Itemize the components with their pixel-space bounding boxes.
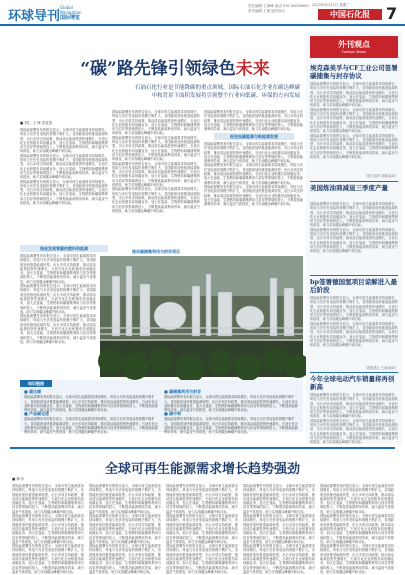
bottom-author: ■ 梅 东: [12, 477, 25, 481]
bottom-column-5: 国际能源署发布的报告显示，全球可再生能源需求持续增长，风电与光伏发电装机规模不断扩大，各国政府加快推进能源转型，出台多项支持政策，推动清洁能源投资快速增长，石油石化企业积极布局低碳业务，加大在氢能、生物燃料和碳捕集利用与封存等领域的投入，不断提高能源利用效率，减少温室气体排放，助力实现碳达峰碳中和目标。 国际能源署发布的报告显示，全球可再生能源需求持续增长，风电与光伏发电装机规模不断扩大，各国政府加快推进能源转型，出台多项支持政策，推动清洁能源投资快速增长，石油石化企业积极布局低碳业务，加大在氢能、生物燃料和碳捕集利用与封存等领域的投入，不断提高能源利用效率，减少温室气体排放，助力实现碳达峰碳中和目标。 国际能源署发布的报告显示，全球可再生能源需求持续增长，风电与光伏发电装机规模不断扩大，各国政府加快推进能源转型，出台多项支持政策，推动清洁能源投资快速增长，石油石化企业积极布局低碳业务，加大在氢能、生物燃料和碳捕集利用与封存等领域的投入，不断提高能源利用效率，减少温室气体排放，助力实现碳达峰碳中和目标。: [320, 484, 394, 574]
knowledge-box: [20, 380, 303, 435]
sidebar-subtitle: Foreign Views: [341, 50, 367, 54]
masthead: [0, 0, 405, 26]
sidebar-story-3-text: 国际能源署发布的报告显示，全球可再生能源需求持续增长，风电与光伏发电装机规模不断扩大，各国政府加快推进能源转型，出台多项支持政策，推动清洁能源投资快速增长，石油石化企业积极布局低碳业务，加大在氢能、生物燃料和碳捕集利用与封存等领域的投入，不断提高能源利用效率，减少温室气体排放，助力实现碳达峰碳中和目标。 国际能源署发布的报告显示，全球可再生能源需求持续增长，风电与光伏发电装机规模不断扩大，各国政府加快推进能源转型，出台多项支持政策，推动清洁能源投资快速增长，石油石化企业积极布局低碳业务，加大在氢能、生物燃料和碳捕集利用与封存等领域的投入，不断提高能源利用效率，减少温室气体排放，助力实现碳达峰碳中和目标。: [310, 296, 398, 348]
sidebar-story-4-title: 今年全球电动汽车销量将再创新高: [310, 375, 395, 391]
article-column-3: 国际能源署发布的报告显示，全球可再生能源需求持续增长，风电与光伏发电装机规模不断扩大，各国政府加快推进能源转型，出台多项支持政策，推动清洁能源投资快速增长，石油石化企业积极布局低碳业务，加大在氢能、生物燃料和碳捕集利用与封存等领域的投入，不断提高能源利用效率，减少温室气体排放，助力实现碳达峰碳中和目标。: [204, 110, 303, 132]
article-column-2: 国际能源署发布的报告显示，全球可再生能源需求持续增长，风电与光伏发电装机规模不断扩大，各国政府加快推进能源转型，出台多项支持政策，推动清洁能源投资快速增长，石油石化企业积极布局低碳业务，加大在氢能、生物燃料和碳捕集利用与封存等领域的投入，不断提高能源利用效率，减少温室气体排放，助力实现碳达峰碳中和目标。 国际能源署发布的报告显示，全球可再生能源需求持续增长，风电与光伏发电装机规模不断扩大，各国政府加快推进能源转型，出台多项支持政策，推动清洁能源投资快速增长，石油石化企业积极布局低碳业务，加大在氢能、生物燃料和碳捕集利用与封存等领域的投入，不断提高能源利用效率，减少温室气体排放，助力实现碳达峰碳中和目标。 国际能源署发布的报告显示，全球可再生能源需求持续增长，风电与光伏发电装机规模不断扩大，各国政府加快推进能源转型，出台多项支持政策，推动清洁能源投资快速增长，石油石化企业积极布局低碳业务，加大在氢能、生物燃料和碳捕集利用与封存等领域的投入，不断提高能源利用效率，减少温室气体排放，助力实现碳达峰碳中和目标。 国际能源署发布的报告显示，全球可再生能源需求持续增长，风电与光伏发电装机规模不断扩大，各国政府加快推进能源转型，出台多项支持政策，推动清洁能源投资快速增长，石油石化企业积极布局低碳业务，加大在氢能、生物燃料和碳捕集利用与封存等领域的投入，不断提高能源利用效率，减少温室气体排放，助力实现碳达峰碳中和目标。: [112, 110, 200, 213]
sidebar-divider: [310, 372, 398, 373]
headline-highlight: 未来: [235, 59, 270, 79]
section-name: 国际博览: [60, 15, 81, 21]
refinery-image: [100, 256, 303, 377]
section-logo: 环球导刊: [8, 9, 61, 24]
sidebar-story-3-title: bp签署德国氢项目谅解进入最后阶段: [310, 278, 398, 294]
sidebar-story-1-text: 国际能源署发布的报告显示，全球可再生能源需求持续增长，风电与光伏发电装机规模不断扩大，各国政府加快推进能源转型，出台多项支持政策，推动清洁能源投资快速增长，石油石化企业积极布局低碳业务，加大在氢能、生物燃料和碳捕集利用与封存等领域的投入，不断提高能源利用效率，减少温室气体排放，助力实现碳达峰碳中和目标。 国际能源署发布的报告显示，全球可再生能源需求持续增长，风电与光伏发电装机规模不断扩大，各国政府加快推进能源转型，出台多项支持政策，推动清洁能源投资快速增长，石油石化企业积极布局低碳业务，加大在氢能、生物燃料和碳捕集利用与封存等领域的投入，不断提高能源利用效率，减少温室气体排放，助力实现碳达峰碳中和目标。 国际能源署发布的报告显示，全球可再生能源需求持续增长，风电与光伏发电装机规模不断扩大，各国政府加快推进能源转型，出台多项支持政策，推动清洁能源投资快速增长，石油石化企业积极布局低碳业务，加大在氢能、生物燃料和碳捕集利用与封存等领域的投入，不断提高能源利用效率，减少温室气体排放，助力实现碳达峰碳中和目标。: [310, 82, 398, 160]
foreign-views-sidebar: [306, 32, 402, 444]
bottom-column-4: 国际能源署发布的报告显示，全球可再生能源需求持续增长，风电与光伏发电装机规模不断扩大，各国政府加快推进能源转型，出台多项支持政策，推动清洁能源投资快速增长，石油石化企业积极布局低碳业务，加大在氢能、生物燃料和碳捕集利用与封存等领域的投入，不断提高能源利用效率，减少温室气体排放，助力实现碳达峰碳中和目标。 国际能源署发布的报告显示，全球可再生能源需求持续增长，风电与光伏发电装机规模不断扩大，各国政府加快推进能源转型，出台多项支持政策，推动清洁能源投资快速增长，石油石化企业积极布局低碳业务，加大在氢能、生物燃料和碳捕集利用与封存等领域的投入，不断提高能源利用效率，减少温室气体排放，助力实现碳达峰碳中和目标。 国际能源署发布的报告显示，全球可再生能源需求持续增长，风电与光伏发电装机规模不断扩大，各国政府加快推进能源转型，出台多项支持政策，推动清洁能源投资快速增长，石油石化企业积极布局低碳业务，加大在氢能、生物燃料和碳捕集利用与封存等领域的投入，不断提高能源利用效率，减少温室气体排放，助力实现碳达峰碳中和目标。: [243, 484, 315, 574]
sidebar-story-1-title: 埃克森美孚与CF工业公司签署碳捕集与封存协议: [310, 64, 398, 80]
bottom-column-1: 国际能源署发布的报告显示，全球可再生能源需求持续增长，风电与光伏发电装机规模不断扩大，各国政府加快推进能源转型，出台多项支持政策，推动清洁能源投资快速增长，石油石化企业积极布局低碳业务，加大在氢能、生物燃料和碳捕集利用与封存等领域的投入，不断提高能源利用效率，减少温室气体排放，助力实现碳达峰碳中和目标。 国际能源署发布的报告显示，全球可再生能源需求持续增长，风电与光伏发电装机规模不断扩大，各国政府加快推进能源转型，出台多项支持政策，推动清洁能源投资快速增长，石油石化企业积极布局低碳业务，加大在氢能、生物燃料和碳捕集利用与封存等领域的投入，不断提高能源利用效率，减少温室气体排放，助力实现碳达峰碳中和目标。 国际能源署发布的报告显示，全球可再生能源需求持续增长，风电与光伏发电装机规模不断扩大，各国政府加快推进能源转型，出台多项支持政策，推动清洁能源投资快速增长，石油石化企业积极布局低碳业务，加大在氢能、生物燃料和碳捕集利用与封存等领域的投入，不断提高能源利用效率，减少温室气体排放，助力实现碳达峰碳中和目标。: [12, 484, 84, 574]
sidebar-title: 外刊观点: [338, 39, 370, 49]
sidebar-story-2-text: 国际能源署发布的报告显示，全球可再生能源需求持续增长，风电与光伏发电装机规模不断扩大，各国政府加快推进能源转型，出台多项支持政策，推动清洁能源投资快速增长，石油石化企业积极布局低碳业务，加大在氢能、生物燃料和碳捕集利用与封存等领域的投入，不断提高能源利用效率，减少温室气体排放，助力实现碳达峰碳中和目标。 国际能源署发布的报告显示，全球可再生能源需求持续增长，风电与光伏发电装机规模不断扩大，各国政府加快推进能源转型，出台多项支持政策，推动清洁能源投资快速增长，石油石化企业积极布局低碳业务，加大在氢能、生物燃料和碳捕集利用与封存等领域的投入，不断提高能源利用效率，减少温室气体排放，助力实现碳达峰碳中和目标。: [310, 202, 398, 254]
section-logo-sub: Global Navigation: [60, 5, 82, 15]
article-column-1: 国际能源署发布的报告显示，全球可再生能源需求持续增长，风电与光伏发电装机规模不断扩大，各国政府加快推进能源转型，出台多项支持政策，推动清洁能源投资快速增长，石油石化企业积极布局低碳业务，加大在氢能、生物燃料和碳捕集利用与封存等领域的投入，不断提高能源利用效率，减少温室气体排放，助力实现碳达峰碳中和目标。 国际能源署发布的报告显示，全球可再生能源需求持续增长，风电与光伏发电装机规模不断扩大，各国政府加快推进能源转型，出台多项支持政策，推动清洁能源投资快速增长，石油石化企业积极布局低碳业务，加大在氢能、生物燃料和碳捕集利用与封存等领域的投入，不断提高能源利用效率，减少温室气体排放，助力实现碳达峰碳中和目标。 国际能源署发布的报告显示，全球可再生能源需求持续增长，风电与光伏发电装机规模不断扩大，各国政府加快推进能源转型，出台多项支持政策，推动清洁能源投资快速增长，石油石化企业积极布局低碳业务，加大在氢能、生物燃料和碳捕集利用与封存等领域的投入，不断提高能源利用效率，减少温室气体排放，助力实现碳达峰碳中和目标。: [20, 128, 108, 206]
main-headline: [50, 54, 300, 79]
sidebar-story-1-source: （据石油界 刘顺/编译）: [364, 174, 398, 178]
headline-text: “碳”路先锋引领绿色: [80, 59, 236, 79]
issue-date: 2023年6月21日 星期三: [312, 3, 350, 7]
sidebar-story-4-text: 国际能源署发布的报告显示，全球可再生能源需求持续增长，风电与光伏发电装机规模不断扩大，各国政府加快推进能源转型，出台多项支持政策，推动清洁能源投资快速增长，石油石化企业积极布局低碳业务，加大在氢能、生物燃料和碳捕集利用与封存等领域的投入，不断提高能源利用效率，减少温室气体排放，助力实现碳达峰碳中和目标。 国际能源署发布的报告显示，全球可再生能源需求持续增长，风电与光伏发电装机规模不断扩大，各国政府加快推进能源转型，出台多项支持政策，推动清洁能源投资快速增长，石油石化企业积极布局低碳业务，加大在氢能、生物燃料和碳捕集利用与封存等领域的投入，不断提高能源利用效率，减少温室气体排放，助力实现碳达峰碳中和目标。: [310, 393, 398, 445]
refinery-photo: [100, 256, 303, 377]
bottom-divider: [10, 447, 395, 449]
sidebar-story-3-source: （据路透社 王海/编译）: [364, 366, 398, 370]
subheading-2: 推动碳捕集利用与封存项目: [132, 249, 180, 254]
sidebar-header: [310, 36, 398, 58]
subheading-3: 促进低碳能源与新能源发展: [214, 133, 294, 140]
sidebar-divider: [310, 181, 398, 182]
bottom-column-2: 国际能源署发布的报告显示，全球可再生能源需求持续增长，风电与光伏发电装机规模不断扩大，各国政府加快推进能源转型，出台多项支持政策，推动清洁能源投资快速增长，石油石化企业积极布局低碳业务，加大在氢能、生物燃料和碳捕集利用与封存等领域的投入，不断提高能源利用效率，减少温室气体排放，助力实现碳达峰碳中和目标。 国际能源署发布的报告显示，全球可再生能源需求持续增长，风电与光伏发电装机规模不断扩大，各国政府加快推进能源转型，出台多项支持政策，推动清洁能源投资快速增长，石油石化企业积极布局低碳业务，加大在氢能、生物燃料和碳捕集利用与封存等领域的投入，不断提高能源利用效率，减少温室气体排放，助力实现碳达峰碳中和目标。 国际能源署发布的报告显示，全球可再生能源需求持续增长，风电与光伏发电装机规模不断扩大，各国政府加快推进能源转型，出台多项支持政策，推动清洁能源投资快速增长，石油石化企业积极布局低碳业务，加大在氢能、生物燃料和碳捕集利用与封存等领域的投入，不断提高能源利用效率，减少温室气体排放，助力实现碳达峰碳中和目标。: [89, 484, 161, 574]
bottom-column-3: 国际能源署发布的报告显示，全球可再生能源需求持续增长，风电与光伏发电装机规模不断扩大，各国政府加快推进能源转型，出台多项支持政策，推动清洁能源投资快速增长，石油石化企业积极布局低碳业务，加大在氢能、生物燃料和碳捕集利用与封存等领域的投入，不断提高能源利用效率，减少温室气体排放，助力实现碳达峰碳中和目标。 国际能源署发布的报告显示，全球可再生能源需求持续增长，风电与光伏发电装机规模不断扩大，各国政府加快推进能源转型，出台多项支持政策，推动清洁能源投资快速增长，石油石化企业积极布局低碳业务，加大在氢能、生物燃料和碳捕集利用与封存等领域的投入，不断提高能源利用效率，减少温室气体排放，助力实现碳达峰碳中和目标。 国际能源署发布的报告显示，全球可再生能源需求持续增长，风电与光伏发电装机规模不断扩大，各国政府加快推进能源转型，出台多项支持政策，推动清洁能源投资快速增长，石油石化企业积极布局低碳业务，加大在氢能、生物燃料和碳捕集利用与封存等领域的投入，不断提高能源利用效率，减少温室气体排放，助力实现碳达峰碳中和目标。: [166, 484, 238, 574]
sidebar-story-2-title: 美国炼油商减退三季度产量: [310, 184, 388, 192]
subheading-1: 推进发展零碳的燃料和能源: [20, 245, 108, 252]
knowledge-item-peak: ■ 碳达峰 国际能源署发布的报告显示，全球可再生能源需求持续增长，风电与光伏发电装机规模不断扩大，各国政府加快推进能源转型，出台多项支持政策，推动清洁能源投资快速增长，石油石化企业积极布局低碳业务，加大在氢能、生物燃料和碳捕集利用与封存等领域的投入，不断提高能源利用效率，减少温室气体排放，助力实现碳达峰碳中和目标。: [24, 389, 158, 413]
knowledge-item-ccus: ■ 碳捕集利用与封存 国际能源署发布的报告显示，全球可再生能源需求持续增长，风电与光伏发电装机规模不断扩大，各国政府加快推进能源转型，出台多项支持政策，推动清洁能源投资快速增长，石油石化企业积极布局低碳业务，加大在氢能、生物燃料和碳捕集利用与封存等领域的投入，不断提高能源利用效率，减少温室气体排放，助力实现碳达峰碳中和目标。: [164, 389, 298, 413]
sidebar-divider: [310, 275, 398, 276]
knowledge-item-footprint: ■ 产品碳足迹 国际能源署发布的报告显示，全球可再生能源需求持续增长，风电与光伏发电装机规模不断扩大，各国政府加快推进能源转型，出台多项支持政策，推动清洁能源投资快速增长，石油石化企业积极布局低碳业务，加大在氢能、生物燃料和碳捕集利用与封存等领域的投入，不断提高能源利用效率，减少温室气体排放，助力实现碳达峰碳中和目标。: [24, 411, 158, 435]
newspaper-name: 中国石化报: [318, 9, 382, 20]
page-number: 7: [386, 4, 398, 23]
bottom-headline: 全球可再生能源需求增长趋势强劲: [104, 462, 300, 477]
knowledge-item-neutral: ■ 碳中和 国际能源署发布的报告显示，全球可再生能源需求持续增长，风电与光伏发电装机规模不断扩大，各国政府加快推进能源转型，出台多项支持政策，推动清洁能源投资快速增长，石油石化企业积极布局低碳业务，加大在氢能、生物燃料和碳捕集利用与封存等领域的投入，不断提高能源利用效率，减少温室气体排放，助力实现碳达峰碳中和目标。: [164, 411, 298, 435]
article-column-3b: 国际能源署发布的报告显示，全球可再生能源需求持续增长，风电与光伏发电装机规模不断扩大，各国政府加快推进能源转型，出台多项支持政策，推动清洁能源投资快速增长，石油石化企业积极布局低碳业务，加大在氢能、生物燃料和碳捕集利用与封存等领域的投入，不断提高能源利用效率，减少温室气体排放，助力实现碳达峰碳中和目标。 国际能源署发布的报告显示，全球可再生能源需求持续增长，风电与光伏发电装机规模不断扩大，各国政府加快推进能源转型，出台多项支持政策，推动清洁能源投资快速增长，石油石化企业积极布局低碳业务，加大在氢能、生物燃料和碳捕集利用与封存等领域的投入，不断提高能源利用效率，减少温室气体排放，助力实现碳达峰碳中和目标。 国际能源署发布的报告显示，全球可再生能源需求持续增长，风电与光伏发电装机规模不断扩大，各国政府加快推进能源转型，出台多项支持政策，推动清洁能源投资快速增长，石油石化企业积极布局低碳业务，加大在氢能、生物燃料和碳捕集利用与封存等领域的投入，不断提高能源利用效率，减少温室气体排放，助力实现碳达峰碳中和目标。: [204, 142, 303, 207]
article-author: ■ 刘仁 王 博 高雯雯: [20, 121, 53, 125]
knowledge-label: 知识链接: [20, 380, 52, 387]
editor-info: 责任编辑 王海峰 电话 010-00000000 美术编辑 王丽 版式设计: [248, 4, 309, 13]
article-column-1b: 国际能源署发布的报告显示，全球可再生能源需求持续增长，风电与光伏发电装机规模不断扩大，各国政府加快推进能源转型，出台多项支持政策，推动清洁能源投资快速增长，石油石化企业积极布局低碳业务，加大在氢能、生物燃料和碳捕集利用与封存等领域的投入，不断提高能源利用效率，减少温室气体排放，助力实现碳达峰碳中和目标。 国际能源署发布的报告显示，全球可再生能源需求持续增长，风电与光伏发电装机规模不断扩大，各国政府加快推进能源转型，出台多项支持政策，推动清洁能源投资快速增长，石油石化企业积极布局低碳业务，加大在氢能、生物燃料和碳捕集利用与封存等领域的投入，不断提高能源利用效率，减少温室气体排放，助力实现碳达峰碳中和目标。 国际能源署发布的报告显示，全球可再生能源需求持续增长，风电与光伏发电装机规模不断扩大，各国政府加快推进能源转型，出台多项支持政策，推动清洁能源投资快速增长，石油石化企业积极布局低碳业务，加大在氢能、生物燃料和碳捕集利用与封存等领域的投入，不断提高能源利用效率，减少温室气体排放，助力实现碳达峰碳中和目标。: [20, 254, 96, 344]
headline-deck: 石油石化行业是节能降碳的重点领域，国际石油石化企业在碳达峰碳中和背景下面积发展将引领整个行业向低碳、环保的方向发展: [134, 85, 300, 99]
